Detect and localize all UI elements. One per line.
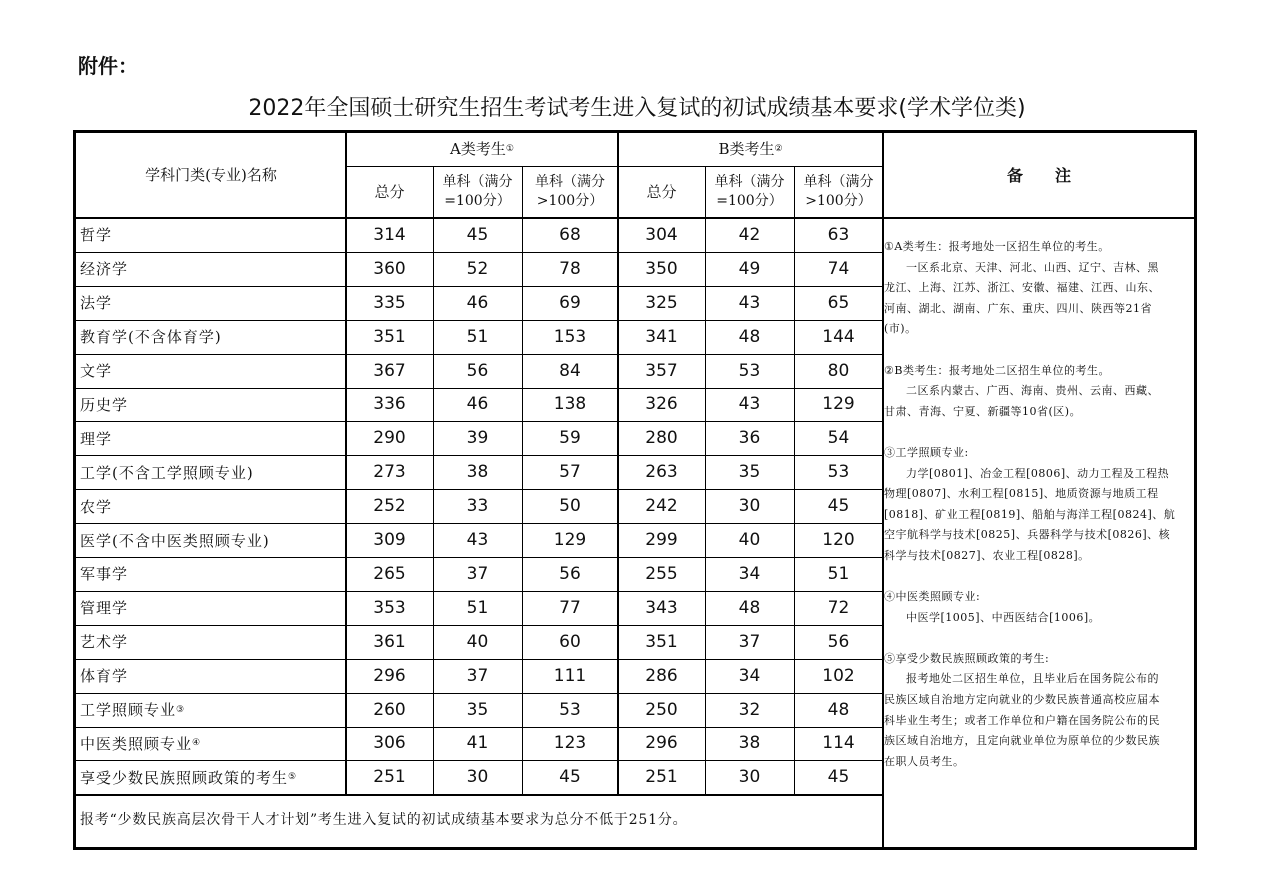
cell-b-total: 351 bbox=[645, 631, 678, 652]
note-1-heading: ①A类考生：报考地处一区招生单位的考生。 bbox=[884, 240, 1110, 253]
cell-a-single-gt100: 45 bbox=[559, 767, 581, 788]
cell-b-total: 341 bbox=[645, 326, 678, 347]
subject-name-text: 教育学(不含体育学) bbox=[80, 328, 222, 347]
cell-a-single-100: 33 bbox=[466, 496, 489, 517]
cell-a-single-gt100: 60 bbox=[559, 631, 581, 652]
cell-b-single-gt100: 114 bbox=[822, 733, 855, 754]
cell-a-total: 290 bbox=[373, 428, 406, 449]
cell-b-single-gt100: 45 bbox=[827, 767, 850, 788]
cell-a-single-100: 37 bbox=[466, 665, 489, 686]
cell-a-single-100: 51 bbox=[466, 597, 489, 618]
header-group-a-label: A类考生 bbox=[450, 140, 506, 158]
header-group-a bbox=[346, 133, 618, 166]
cell-b-single-gt100: 65 bbox=[827, 292, 850, 313]
cell-a-single-100: 52 bbox=[466, 258, 489, 279]
cell-a-total: 309 bbox=[373, 530, 406, 551]
cell-b-single-100: 43 bbox=[738, 292, 761, 313]
cell-b-single-gt100: 74 bbox=[827, 258, 850, 279]
header-b-single-gt100 bbox=[794, 166, 883, 218]
note-4-heading: ④中医类照顾专业: bbox=[884, 590, 981, 604]
cell-a-total: 252 bbox=[373, 496, 406, 517]
header-a-total: 总分 bbox=[374, 182, 405, 201]
note-mark: ⑤ bbox=[288, 772, 298, 783]
row-subject-name bbox=[76, 659, 346, 693]
cell-b-single-gt100: 51 bbox=[827, 563, 850, 584]
row-subject-name bbox=[76, 693, 346, 727]
cell-b-single-gt100: 56 bbox=[827, 631, 850, 652]
cell-b-single-100: 38 bbox=[738, 733, 761, 754]
cell-b-single-100: 49 bbox=[738, 258, 761, 279]
note-1-line: 河南、湖北、湖南、广东、重庆、四川、陕西等21省 bbox=[884, 301, 1152, 315]
cell-a-single-gt100: 56 bbox=[559, 563, 581, 584]
note-mark: ③ bbox=[176, 704, 186, 715]
cell-b-total: 350 bbox=[645, 258, 678, 279]
row-subject-name bbox=[76, 320, 346, 354]
note-3-line: 物理[0807]、水利工程[0815]、地质资源与地质工程 bbox=[884, 487, 1159, 501]
cell-a-total: 361 bbox=[373, 631, 406, 652]
cell-a-single-gt100: 153 bbox=[553, 326, 587, 347]
page-title: 2022年全国硕士研究生招生考试考生进入复试的初试成绩基本要求(学术学位类) bbox=[248, 96, 1026, 121]
cell-a-single-100: 39 bbox=[466, 428, 489, 449]
subject-name-text: 理学 bbox=[80, 429, 113, 448]
cell-a-total: 260 bbox=[373, 699, 406, 720]
cell-a-single-100: 46 bbox=[466, 292, 489, 313]
cell-a-single-gt100: 50 bbox=[559, 496, 581, 517]
cell-b-single-gt100: 63 bbox=[827, 224, 850, 245]
row-subject-name bbox=[76, 455, 346, 489]
cell-b-single-100: 36 bbox=[738, 428, 761, 449]
cell-b-total: 255 bbox=[645, 563, 678, 584]
cell-a-single-gt100: 68 bbox=[559, 224, 581, 245]
cell-a-single-100: 45 bbox=[466, 224, 489, 245]
note-5-line: 在职人员考生。 bbox=[884, 754, 965, 768]
cell-a-single-gt100: 69 bbox=[559, 292, 581, 313]
subject-name-text: 享受少数民族照顾政策的考生 bbox=[80, 768, 289, 787]
cell-b-single-100: 43 bbox=[738, 394, 761, 415]
cell-a-single-100: 51 bbox=[466, 326, 489, 347]
row-subject-name bbox=[76, 252, 346, 286]
cell-b-single-gt100: 53 bbox=[827, 462, 850, 483]
header-a-single-100 bbox=[433, 166, 522, 218]
subject-name-text: 艺术学 bbox=[80, 633, 129, 652]
cell-b-single-gt100: 80 bbox=[827, 360, 850, 381]
header-group-b bbox=[618, 133, 883, 166]
note-mark: ④ bbox=[192, 738, 202, 749]
cell-a-single-100: 43 bbox=[466, 530, 489, 551]
note-1-line: 一区系北京、天津、河北、山西、辽宁、吉林、黑 bbox=[906, 260, 1159, 274]
header-b-total: 总分 bbox=[646, 182, 677, 201]
header-b-single-gt100-l2: >100分） bbox=[805, 193, 872, 209]
cell-b-single-100: 34 bbox=[738, 563, 761, 584]
cell-b-single-gt100: 72 bbox=[827, 597, 850, 618]
subject-name-text: 农学 bbox=[80, 497, 113, 516]
subject-name-text: 法学 bbox=[80, 294, 113, 313]
note-3-heading: ③工学照顾专业: bbox=[884, 445, 969, 459]
cell-a-single-gt100: 111 bbox=[553, 665, 587, 686]
header-b-single-100-l2: =100分） bbox=[716, 193, 783, 209]
header-a-single-100-l1: 单科（满分 bbox=[442, 174, 513, 190]
cell-a-single-100: 41 bbox=[466, 733, 489, 754]
subject-name-text: 历史学 bbox=[80, 395, 129, 414]
cell-b-total: 343 bbox=[645, 597, 678, 618]
cell-a-single-100: 30 bbox=[466, 767, 489, 788]
note-4-line: 中医学[1005]、中西医结合[1006]。 bbox=[906, 610, 1101, 624]
cell-b-total: 357 bbox=[645, 360, 678, 381]
cell-b-total: 242 bbox=[645, 496, 678, 517]
cell-b-total: 299 bbox=[645, 530, 678, 551]
subject-name-text: 经济学 bbox=[80, 260, 129, 279]
row-subject-name bbox=[76, 557, 346, 591]
subject-name-text: 管理学 bbox=[80, 599, 129, 618]
note-5-line: 族区域自治地方，且定向就业单位为原单位的少数民族 bbox=[884, 734, 1160, 748]
cell-a-total: 336 bbox=[373, 394, 406, 415]
subject-name-text: 军事学 bbox=[80, 565, 129, 584]
row-subject-name bbox=[76, 388, 346, 422]
cell-a-single-100: 46 bbox=[466, 394, 489, 415]
row-subject-name bbox=[76, 286, 346, 320]
subject-name-text: 哲学 bbox=[80, 226, 113, 245]
note-3-line: [0818]、矿业工程[0819]、船舶与海洋工程[0824]、航 bbox=[884, 507, 1176, 521]
cell-b-total: 263 bbox=[645, 462, 678, 483]
cell-a-total: 351 bbox=[373, 326, 406, 347]
subject-name-text: 工学(不含工学照顾专业) bbox=[80, 463, 254, 482]
note-mark-1: ① bbox=[505, 144, 514, 154]
cell-a-total: 273 bbox=[373, 462, 406, 483]
subject-name-text: 文学 bbox=[80, 362, 113, 381]
cell-a-single-gt100: 138 bbox=[553, 394, 587, 415]
cell-a-total: 353 bbox=[373, 597, 406, 618]
row-subject-name bbox=[76, 727, 346, 761]
cell-b-single-gt100: 48 bbox=[827, 699, 850, 720]
cell-a-single-100: 35 bbox=[466, 699, 489, 720]
note-3-line: 力学[0801]、冶金工程[0806]、动力工程及工程热 bbox=[906, 466, 1170, 480]
row-subject-name bbox=[76, 591, 346, 625]
note-1-line: 龙江、上海、江苏、浙江、安徽、福建、江西、山东、 bbox=[884, 281, 1160, 295]
header-remarks: 备 注 bbox=[1006, 166, 1071, 185]
footer-note: 报考“少数民族高层次骨干人才计划”考生进入复试的初试成绩基本要求为总分不低于251分。 bbox=[80, 812, 688, 828]
cell-b-single-100: 35 bbox=[738, 462, 761, 483]
cell-a-total: 265 bbox=[373, 563, 406, 584]
cell-b-single-gt100: 120 bbox=[822, 530, 855, 551]
cell-a-single-100: 56 bbox=[466, 360, 489, 381]
header-a-single-gt100-l1: 单科（满分 bbox=[535, 174, 605, 190]
cell-b-single-gt100: 54 bbox=[827, 428, 850, 449]
cell-b-total: 296 bbox=[645, 733, 678, 754]
header-group-b-label: B类考生 bbox=[718, 140, 775, 158]
subject-name-text: 医学(不含中医类照顾专业) bbox=[80, 531, 270, 550]
cell-a-single-100: 38 bbox=[466, 462, 489, 483]
note-2-line: 二区系内蒙古、广西、海南、贵州、云南、西藏、 bbox=[906, 384, 1159, 398]
row-subject-name bbox=[76, 421, 346, 455]
cell-a-single-100: 37 bbox=[466, 563, 489, 584]
cell-b-total: 325 bbox=[645, 292, 678, 313]
attachment-label: 附件： bbox=[78, 54, 138, 78]
note-5-line: 科毕业生考生；或者工作单位和户籍在国务院公布的民 bbox=[884, 713, 1160, 727]
cell-a-total: 335 bbox=[373, 292, 406, 313]
row-subject-name bbox=[76, 218, 346, 252]
header-a-single-gt100 bbox=[522, 166, 618, 218]
cell-b-single-100: 48 bbox=[738, 597, 761, 618]
note-5-line: 民族区域自治地方定向就业的少数民族普通高校应届本 bbox=[884, 693, 1160, 707]
cell-b-total: 280 bbox=[645, 428, 678, 449]
row-subject-name bbox=[76, 354, 346, 388]
note-5-heading: ⑤享受少数民族照顾政策的考生: bbox=[884, 651, 1050, 665]
cell-b-single-gt100: 45 bbox=[827, 496, 850, 517]
row-subject-name bbox=[76, 625, 346, 659]
note-2-heading: ②B类考生：报考地处二区招生单位的考生。 bbox=[884, 363, 1110, 377]
cell-a-total: 314 bbox=[373, 224, 406, 245]
note-3-line: 科学与技术[0827]、农业工程[0828]。 bbox=[884, 548, 1090, 562]
cell-b-total: 286 bbox=[645, 665, 678, 686]
cell-a-single-gt100: 53 bbox=[559, 699, 581, 720]
cell-a-single-gt100: 84 bbox=[559, 360, 581, 381]
cell-b-total: 326 bbox=[645, 394, 678, 415]
score-table bbox=[73, 130, 1197, 850]
cell-a-total: 360 bbox=[373, 258, 406, 279]
cell-a-single-gt100: 123 bbox=[553, 733, 587, 754]
header-b-single-100-l1: 单科（满分 bbox=[714, 174, 785, 190]
subject-name-text: 中医类照顾专业 bbox=[80, 734, 193, 753]
note-1-line: (市)。 bbox=[884, 322, 917, 336]
subject-name-text: 工学照顾专业 bbox=[80, 701, 177, 720]
row-subject-name bbox=[76, 489, 346, 523]
cell-a-total: 306 bbox=[373, 733, 406, 754]
cell-b-single-100: 40 bbox=[738, 530, 761, 551]
row-subject-name bbox=[76, 523, 346, 557]
header-b-single-gt100-l1: 单科（满分 bbox=[803, 174, 874, 190]
cell-b-single-100: 53 bbox=[738, 360, 761, 381]
note-5-line: 报考地处二区招生单位，且毕业后在国务院公布的 bbox=[906, 672, 1159, 686]
cell-b-single-100: 42 bbox=[738, 224, 761, 245]
cell-a-single-gt100: 57 bbox=[559, 462, 581, 483]
cell-b-total: 250 bbox=[645, 699, 678, 720]
note-3-line: 空宇航科学与技术[0825]、兵器科学与技术[0826]、核 bbox=[884, 528, 1171, 542]
note-mark-2: ② bbox=[774, 144, 783, 154]
cell-b-single-100: 30 bbox=[738, 496, 761, 517]
cell-b-single-gt100: 144 bbox=[822, 326, 855, 347]
cell-b-single-100: 30 bbox=[738, 767, 761, 788]
cell-a-single-gt100: 77 bbox=[559, 597, 581, 618]
cell-b-single-100: 34 bbox=[738, 665, 761, 686]
cell-b-total: 251 bbox=[645, 767, 678, 788]
note-2-line: 甘肃、青海、宁夏、新疆等10省(区)。 bbox=[884, 404, 1082, 418]
header-a-single-gt100-l2: >100分） bbox=[536, 193, 604, 209]
cell-a-single-gt100: 78 bbox=[559, 258, 581, 279]
cell-a-single-100: 40 bbox=[466, 631, 489, 652]
cell-b-single-100: 32 bbox=[738, 699, 761, 720]
header-b-single-100 bbox=[705, 166, 794, 218]
cell-b-single-gt100: 102 bbox=[822, 665, 855, 686]
cell-b-single-gt100: 129 bbox=[822, 394, 855, 415]
cell-a-total: 296 bbox=[373, 665, 406, 686]
cell-a-total: 367 bbox=[373, 360, 406, 381]
subject-name-text: 体育学 bbox=[80, 667, 129, 686]
row-subject-name bbox=[76, 760, 346, 794]
cell-b-single-100: 37 bbox=[738, 631, 761, 652]
header-subject: 学科门类(专业)名称 bbox=[145, 166, 277, 184]
cell-a-total: 251 bbox=[373, 767, 406, 788]
header-a-single-100-l2: =100分） bbox=[444, 193, 511, 209]
cell-a-single-gt100: 59 bbox=[559, 428, 581, 449]
cell-b-single-100: 48 bbox=[738, 326, 761, 347]
remarks-notes bbox=[884, 237, 1190, 772]
cell-a-single-gt100: 129 bbox=[553, 530, 587, 551]
cell-b-total: 304 bbox=[645, 224, 678, 245]
